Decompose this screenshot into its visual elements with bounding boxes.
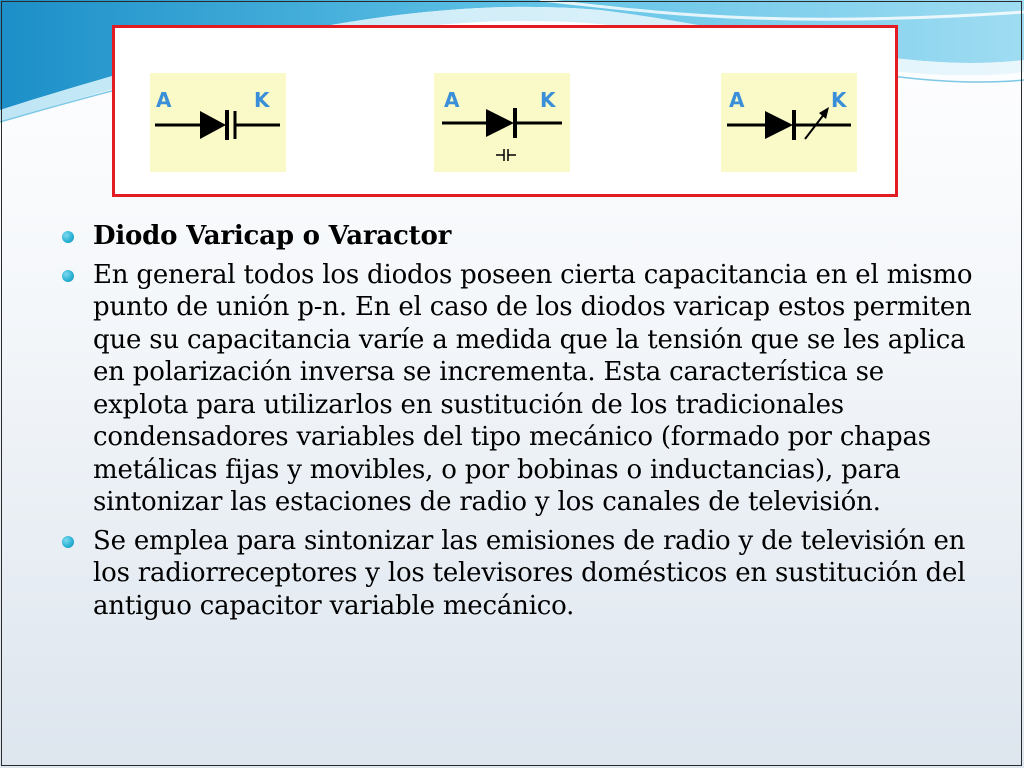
varicap-symbol-capacitor (150, 73, 286, 172)
diode-symbols-figure (112, 25, 898, 197)
bullet-usage (58, 525, 978, 623)
bullet-text: Se emplea para sintonizar las emisiones de radio y de televisión en los radiorreceptores y los televisores domésticos en sustitución del antiguo capacitor variable mecánico. (93, 525, 966, 621)
bullet-icon (62, 536, 74, 548)
anode-label: A (729, 88, 745, 112)
varicap-symbol-diode-capacitor (434, 73, 570, 172)
cathode-label: K (254, 88, 270, 112)
diode-capacitor-icon (150, 73, 286, 172)
diode-with-capacitor-icon (434, 73, 570, 172)
diode-variable-icon (721, 73, 857, 172)
bullet-icon (62, 270, 74, 282)
anode-label: A (444, 88, 460, 112)
bullet-title (58, 220, 978, 253)
cathode-label: K (831, 88, 847, 112)
varicap-symbol-variable-arrow (721, 73, 857, 172)
bullet-icon (62, 231, 74, 243)
bullet-description (58, 259, 978, 519)
anode-label: A (156, 88, 172, 112)
bullet-list (58, 220, 978, 622)
slide-content (58, 220, 978, 628)
bullet-text: En general todos los diodos poseen cierta capacitancia en el mismo punto de unión p-n. En el caso de los diodos varicap estos permiten que su capacitancia varíe a medida que la tensión que se les aplica en polarización inversa se incrementa. Esta característica se explota para utilizarlos en sustitución de los tradicionales condensadores variables del tipo mecánico (formado por chapas metálicas fijas y movibles, o por bobinas o inductancias), para sintonizar las estaciones de radio y los canales de televisión. (93, 259, 973, 517)
bullet-text: Diodo Varicap o Varactor (93, 221, 452, 251)
cathode-label: K (540, 88, 556, 112)
